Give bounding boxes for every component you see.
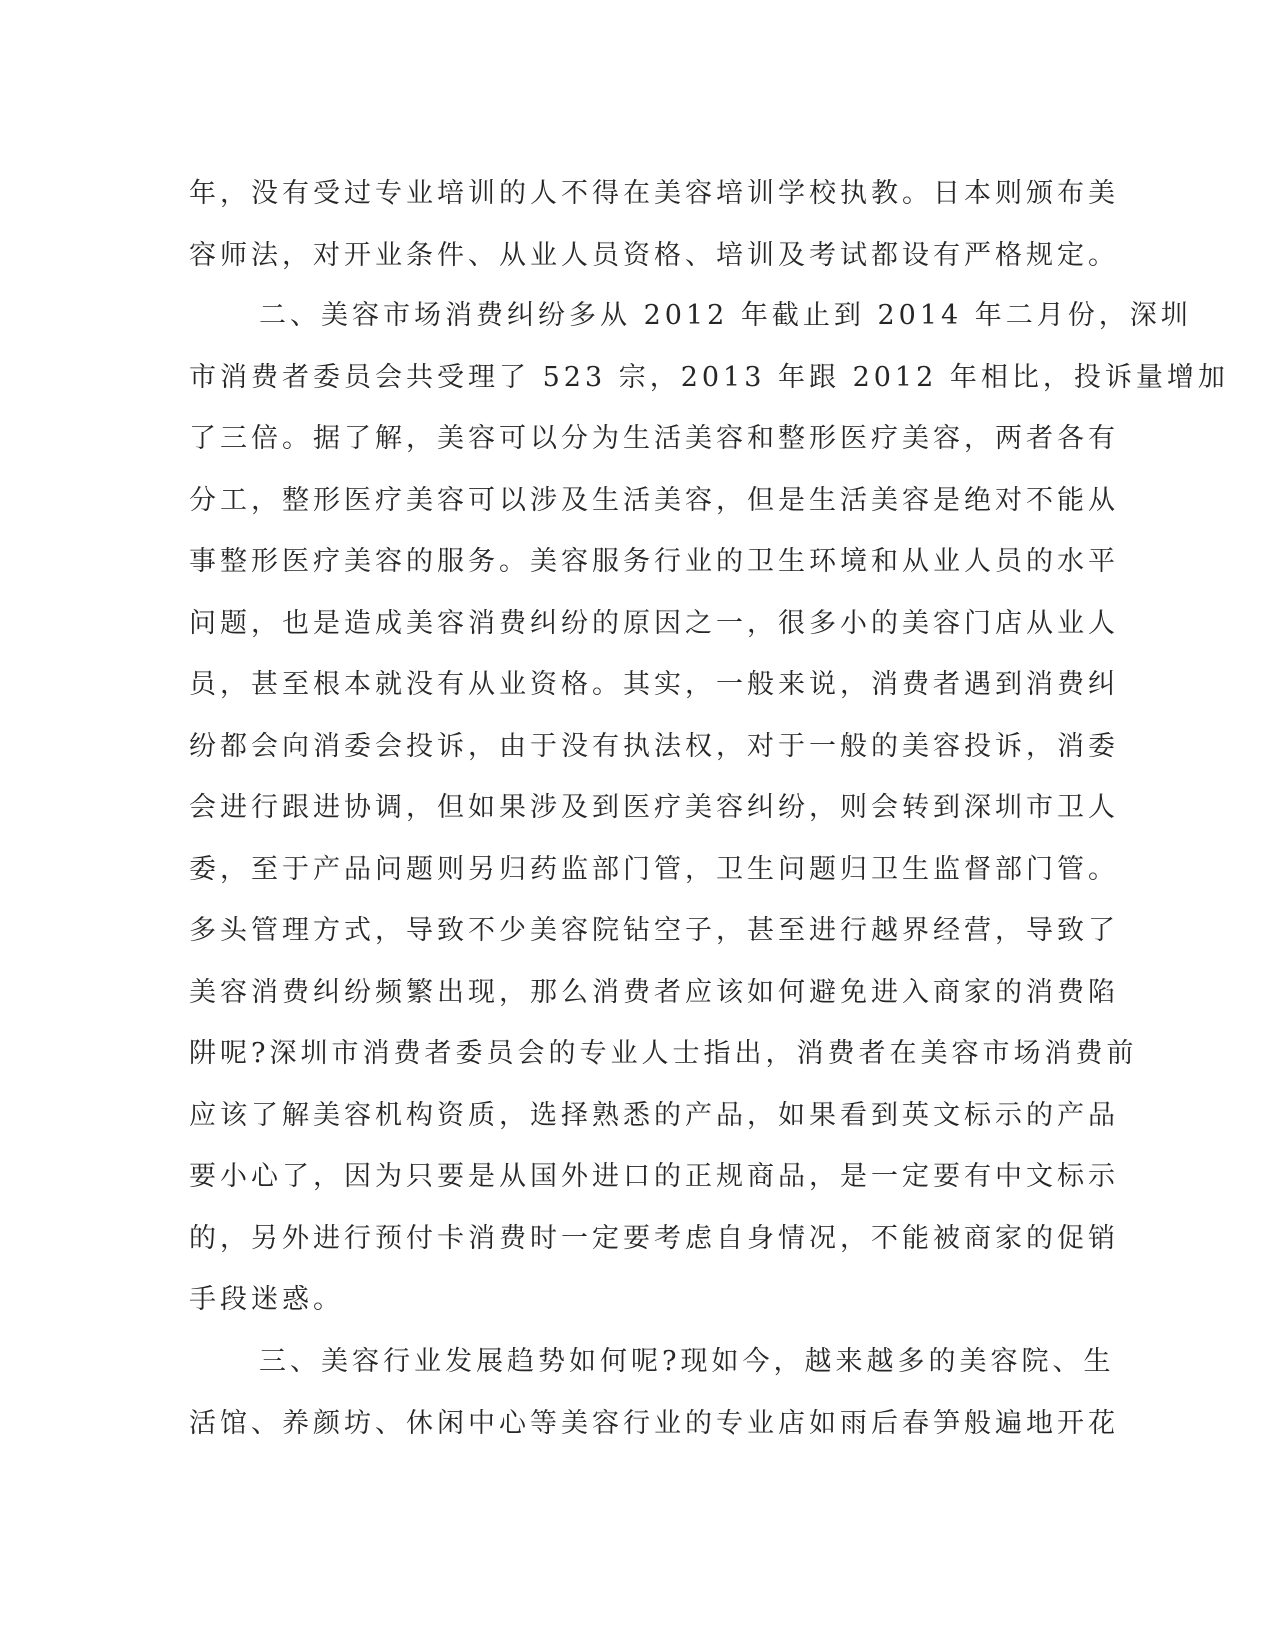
paragraph-line: 多头管理方式，导致不少美容院钻空子，甚至进行越界经营，导致了	[189, 915, 1119, 946]
paragraph-line: 委，至于产品问题则另归药监部门管，卫生问题归卫生监督部门管。	[189, 853, 1119, 885]
paragraph-2	[189, 285, 1229, 1331]
paragraph-line: 活馆、养颜坊、休闲中心等美容行业的专业店如雨后春笋般遍地开花	[189, 1407, 1119, 1439]
paragraph-line: 问题，也是造成美容消费纠纷的原因之一，很多小的美容门店从业人	[189, 607, 1119, 639]
paragraph-line: 了三倍。据了解，美容可以分为生活美容和整形医疗美容，两者各有	[189, 423, 1119, 454]
paragraph-line: 分工，整形医疗美容可以涉及生活美容，但是生活美容是绝对不能从	[189, 484, 1119, 516]
paragraph-line: 纷都会向消委会投诉，由于没有执法权，对于一般的美容投诉，消委	[189, 730, 1119, 762]
paragraph-line: 年，没有受过专业培训的人不得在美容培训学校执教。日本则颁布美	[189, 178, 1119, 209]
paragraph-line: 三、美容行业发展趋势如何呢?现如今，越来越多的美容院、生	[259, 1346, 1115, 1377]
paragraph-line: 事整形医疗美容的服务。美容服务行业的卫生环境和从业人员的水平	[189, 546, 1119, 577]
paragraph-line: 员，甚至根本就没有从业资格。其实，一般来说，消费者遇到消费纠	[189, 669, 1119, 700]
paragraph-line: 会进行跟进协调，但如果涉及到医疗美容纠纷，则会转到深圳市卫人	[189, 792, 1119, 823]
paragraph-line: 应该了解美容机构资质，选择熟悉的产品，如果看到英文标示的产品	[189, 1099, 1119, 1131]
paragraph-line: 二、美容市场消费纠纷多从 2012 年截止到 2014 年二月份，深圳	[259, 300, 1192, 331]
paragraph-line: 市消费者委员会共受理了 523 宗，2013 年跟 2012 年相比，投诉量增加	[189, 361, 1229, 393]
paragraph-line: 容师法，对开业条件、从业人员资格、培训及考试都设有严格规定。	[189, 239, 1119, 271]
paragraph-3	[189, 1331, 1119, 1454]
paragraph-line: 手段迷惑。	[189, 1284, 344, 1315]
paragraph-line: 阱呢?深圳市消费者委员会的专业人士指出，消费者在美容市场消费前	[189, 1038, 1138, 1069]
paragraph-1	[189, 163, 1119, 286]
paragraph-line: 的，另外进行预付卡消费时一定要考虑自身情况，不能被商家的促销	[189, 1222, 1119, 1254]
paragraph-line: 美容消费纠纷频繁出现，那么消费者应该如何避免进入商家的消费陷	[189, 976, 1119, 1008]
paragraph-line: 要小心了，因为只要是从国外进口的正规商品，是一定要有中文标示	[189, 1161, 1119, 1192]
